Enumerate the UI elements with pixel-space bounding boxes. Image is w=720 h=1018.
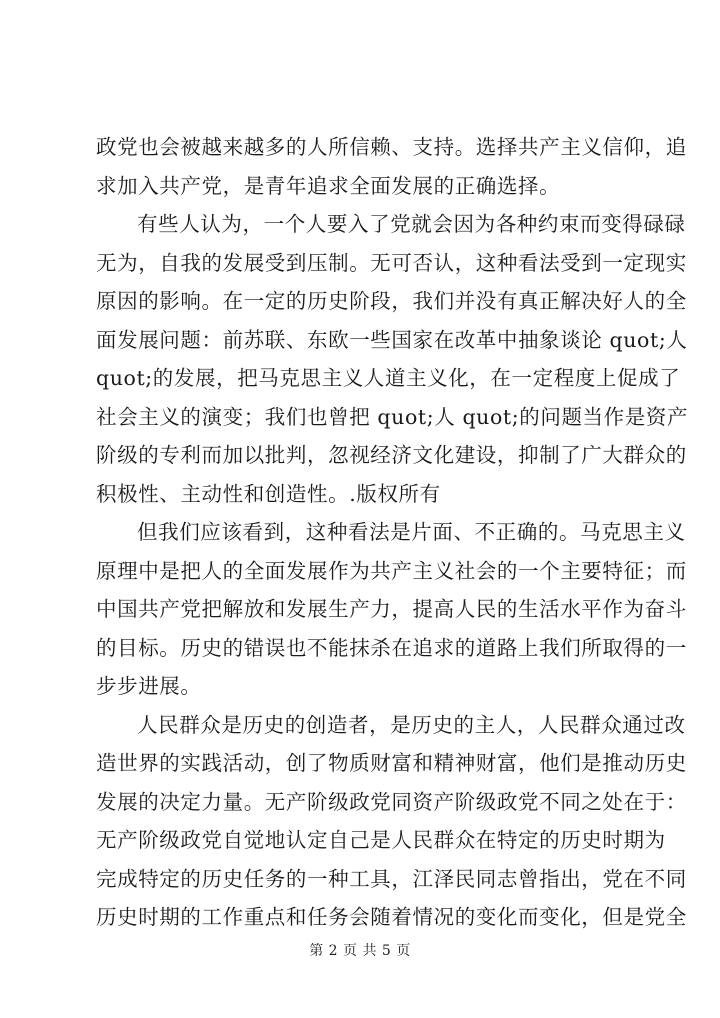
text-line: 完成特定的历史任务的一种工具，江泽民同志曾指出，党在不同 bbox=[96, 866, 687, 891]
text-line: 阶级的专利而加以批判，忽视经济文化建设，抑制了广大群众的 bbox=[96, 443, 687, 467]
text-line: 积极性、主动性和创造性。.版权所有 bbox=[96, 481, 441, 506]
text-line: 人民群众是历史的创造者，是历史的主人，人民群众通过改 bbox=[137, 712, 686, 737]
text-line: 步步进展。 bbox=[96, 674, 202, 698]
text-line: 社会主义的演变；我们也曾把 quot;人 quot;的问题当作是资产 bbox=[96, 404, 689, 429]
text-line: 政党也会被越来越多的人所信赖、支持。选择共产主义信仰，追 bbox=[96, 135, 687, 159]
text-line: 无为，自我的发展受到压制。无可否认，这种看法受到一定现实 bbox=[96, 250, 687, 275]
text-line: 的目标。历史的错误也不能抹杀在追求的道路上我们所取得的一 bbox=[96, 635, 687, 660]
text-line: 面发展问题：前苏联、东欧一些国家在改革中抽象谈论 quot;人 bbox=[96, 327, 688, 352]
text-line: quot;的发展，把马克思主义人道主义化，在一定程度上促成了 bbox=[96, 366, 681, 390]
text-line: 原理中是把人的全面发展作为共产主义社会的一个主要特征；而 bbox=[96, 558, 687, 583]
body-text bbox=[96, 128, 689, 937]
text-line: 中国共产党把解放和发展生产力，提高人民的生活水平作为奋斗 bbox=[96, 597, 687, 621]
text-line: 无产阶级政党自觉地认定自己是人民群众在特定的历史时期为 bbox=[96, 828, 666, 852]
text-line: 造世界的实践活动，创了物质财富和精神财富，他们是推动历史 bbox=[96, 751, 687, 775]
text-line: 有些人认为，一个人要入了党就会因为各种约束而变得碌碌 bbox=[137, 212, 686, 236]
text-line: 原因的影响。在一定的历史阶段，我们并没有真正解决好人的全 bbox=[96, 289, 687, 313]
text-line: 历史时期的工作重点和任务会随着情况的变化而变化，但是党全 bbox=[96, 905, 687, 929]
text-line: 求加入共产党，是青年追求全面发展的正确选择。 bbox=[96, 173, 561, 198]
text-line: 发展的决定力量。无产阶级政党同资产阶级政党不同之处在于： bbox=[96, 789, 687, 814]
text-line: 但我们应该看到，这种看法是片面、不正确的。马克思主义 bbox=[137, 520, 686, 544]
page-footer: 第 2 页 共 5 页 bbox=[309, 943, 411, 959]
